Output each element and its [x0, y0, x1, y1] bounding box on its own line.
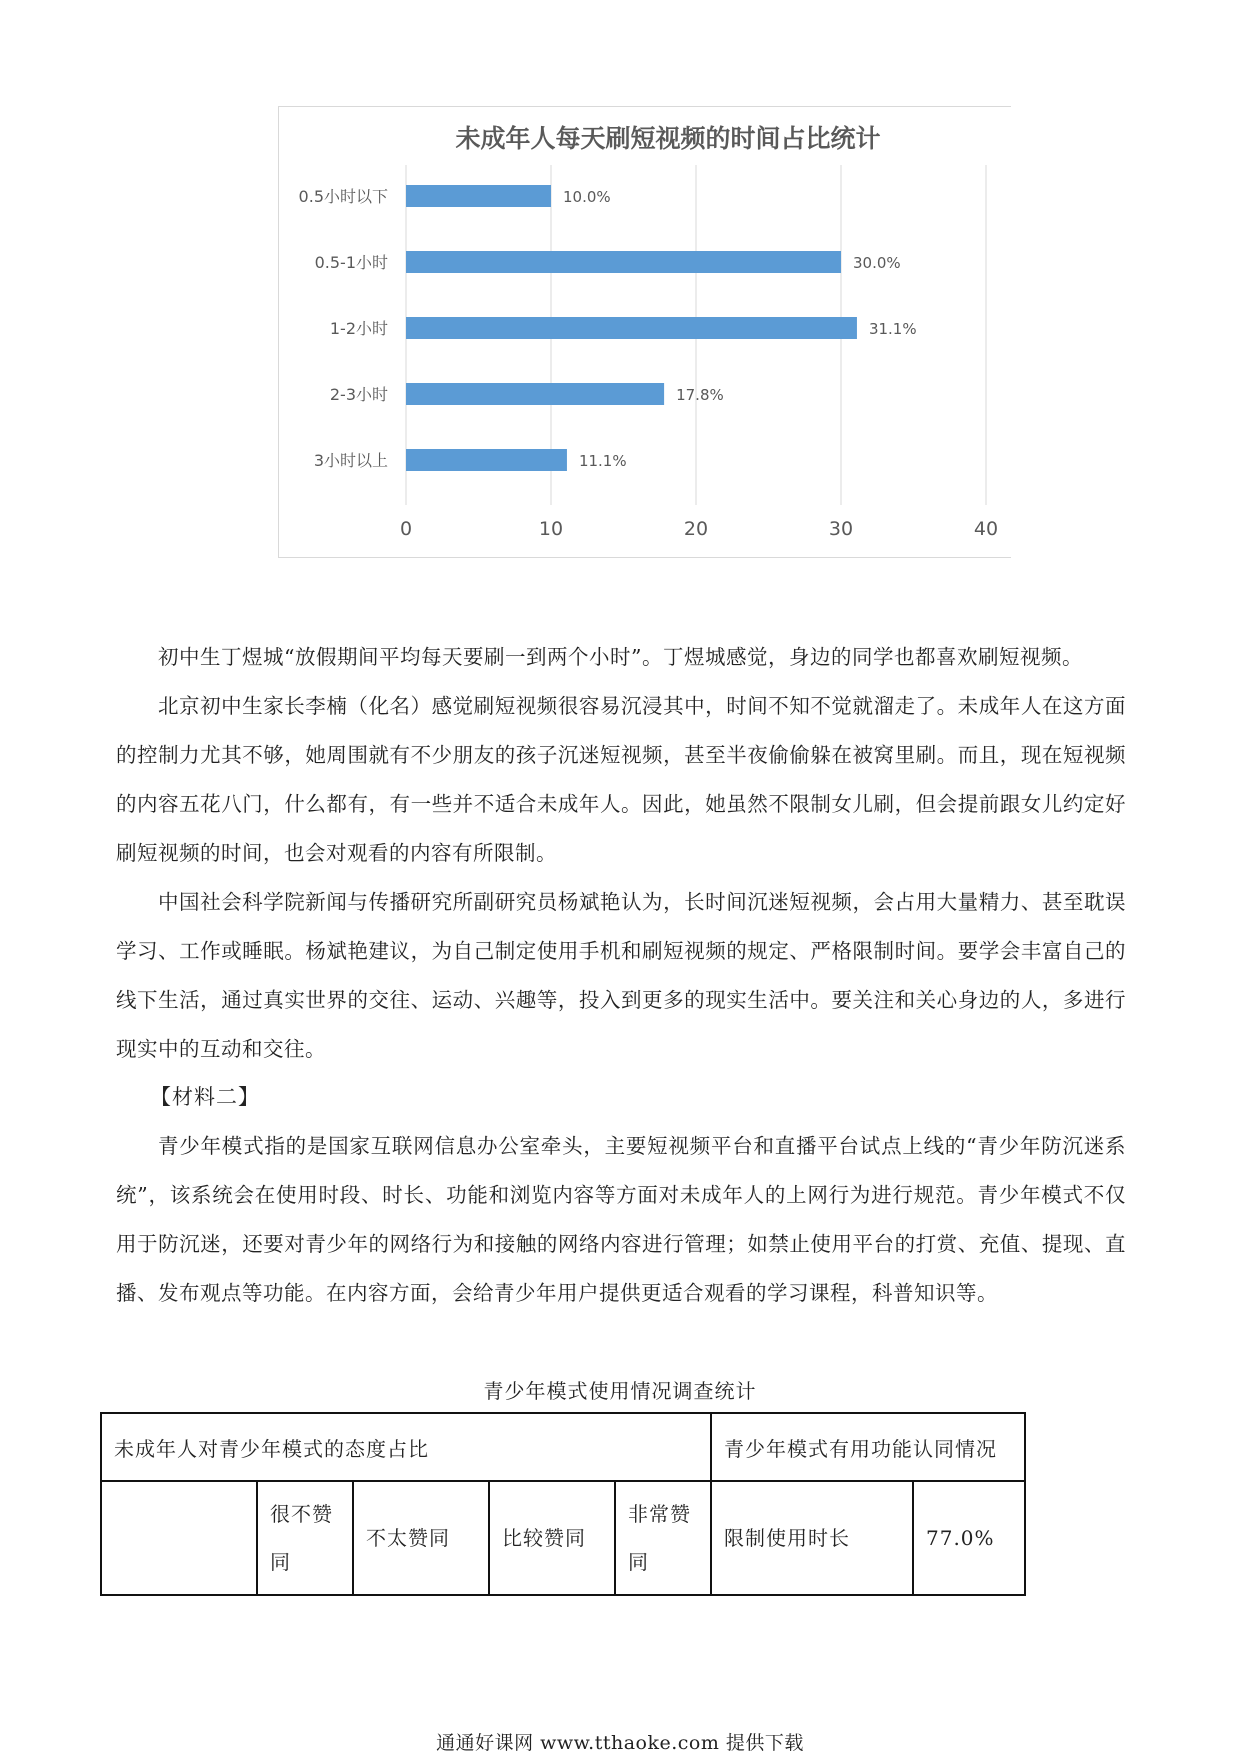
- category-label: 2-3小时: [329, 385, 388, 404]
- bar-chart: [278, 106, 1011, 558]
- x-tick-label: 10: [538, 518, 564, 540]
- chart-grid: [400, 165, 998, 540]
- category-label: 1-2小时: [329, 319, 388, 338]
- data-label: 11.1%: [578, 452, 627, 470]
- function-name-cell: 限制使用时长: [711, 1481, 913, 1595]
- bar: [406, 317, 857, 339]
- header-function: 青少年模式有用功能认同情况: [711, 1413, 1025, 1481]
- footer-credit: 通通好课网 www.tthaoke.com 提供下载: [436, 1732, 804, 1754]
- x-tick-label: 40: [973, 518, 999, 540]
- x-tick-label: 30: [828, 518, 854, 540]
- bar: [406, 251, 841, 273]
- chart-bars: [299, 185, 917, 471]
- table-row: [101, 1481, 1025, 1595]
- bar: [406, 449, 567, 471]
- survey-table: [100, 1412, 1026, 1596]
- paragraph-1: 初中生丁煜城“放假期间平均每天要刷一到两个小时”。丁煜城感觉，身边的同学也都喜欢刷短视频。: [158, 645, 1083, 669]
- attitude-cell: 很不赞同: [257, 1481, 353, 1595]
- function-value-cell: 77.0%: [913, 1481, 1025, 1595]
- header-attitude: 未成年人对青少年模式的态度占比: [101, 1413, 711, 1481]
- chart-title: 未成年人每天刷短视频的时间占比统计: [455, 124, 881, 153]
- empty-cell: [101, 1481, 257, 1595]
- data-label: 17.8%: [676, 386, 724, 404]
- category-label: 0.5-1小时: [314, 253, 388, 272]
- attitude-cell: 非常赞同: [615, 1481, 711, 1595]
- chart-svg: [279, 107, 1011, 557]
- data-label: 31.1%: [868, 320, 917, 338]
- material-two-heading: 【材料二】: [150, 1085, 260, 1109]
- category-label: 0.5小时以下: [298, 187, 388, 206]
- category-label: 3小时以上: [313, 451, 388, 470]
- paragraph-2: 北京初中生家长李楠（化名）感觉刷短视频很容易沉浸其中，时间不知不觉就溜走了。未成年人在这方面的控制力尤其不够，她周围就有不少朋友的孩子沉迷短视频，甚至半夜偷偷躲在被窝里刷。而且，现在短视频的内容五花八门，什么都有，有一些并不适合未成年人。因此，她虽然不限制女儿刷，但会提前跟女儿约定好刷短视频的时间，也会对观看的内容有所限制。: [116, 694, 1126, 865]
- bar: [406, 185, 551, 207]
- x-tick-label: 20: [683, 518, 709, 540]
- paragraph-3: 中国社会科学院新闻与传播研究所副研究员杨斌艳认为，长时间沉迷短视频，会占用大量精力、甚至耽误学习、工作或睡眠。杨斌艳建议，为自己制定使用手机和刷短视频的规定、严格限制时间。要学会丰富自己的线下生活，通过真实世界的交往、运动、兴趣等，投入到更多的现实生活中。要关注和关心身边的人，多进行现实中的互动和交往。: [116, 890, 1126, 1061]
- x-tick-label: 0: [399, 518, 413, 540]
- bar: [406, 383, 664, 405]
- paragraph-4: 青少年模式指的是国家互联网信息办公室牵头，主要短视频平台和直播平台试点上线的“青少年防沉迷系统”，该系统会在使用时段、时长、功能和浏览内容等方面对未成年人的上网行为进行规范。青少年模式不仅用于防沉迷，还要对青少年的网络行为和接触的网络内容进行管理；如禁止使用平台的打赏、充值、提现、直播、发布观点等功能。在内容方面，会给青少年用户提供更适合观看的学习课程，科普知识等。: [116, 1134, 1126, 1305]
- data-label: 10.0%: [563, 188, 611, 206]
- table-caption: 青少年模式使用情况调查统计: [483, 1379, 757, 1403]
- data-label: 30.0%: [853, 254, 901, 272]
- attitude-cell: 不太赞同: [353, 1481, 489, 1595]
- attitude-cell: 比较赞同: [489, 1481, 615, 1595]
- table-header-row: [101, 1413, 1025, 1481]
